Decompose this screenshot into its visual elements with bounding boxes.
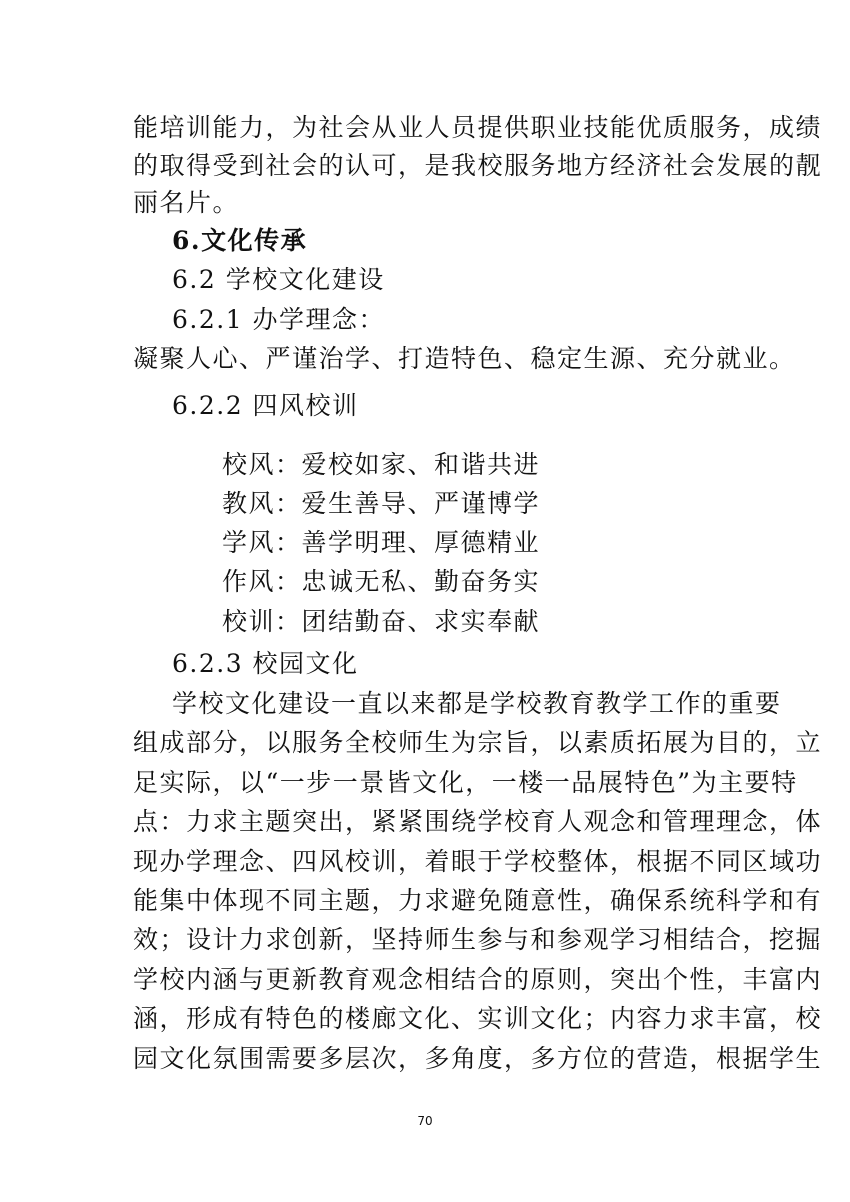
campus-line-8: 学校内涵与更新教育观念相结合的原则，突出个性，丰富内: [133, 965, 823, 994]
mottos-heading: 6.2.2 四风校训: [172, 391, 359, 420]
campus-line-5: 现办学理念、四风校训，着眼于学校整体，根据不同区域功: [133, 847, 823, 876]
section-heading: 6.文化传承: [172, 226, 308, 255]
philosophy-text: 凝聚人心、严谨治学、打造特色、稳定生源、充分就业。: [133, 344, 796, 373]
campus-culture-heading: 6.2.3 校园文化: [172, 649, 359, 678]
intro-line-2: 的取得受到社会的认可，是我校服务地方经济社会发展的靓: [133, 151, 823, 180]
campus-line-2: 组成部分，以服务全校师生为宗旨，以素质拓展为目的，立: [133, 728, 823, 757]
philosophy-heading: 6.2.1 办学理念：: [172, 305, 386, 334]
campus-line-7: 效；设计力求创新，坚持师生参与和参观学习相结合，挖掘: [133, 925, 823, 954]
campus-line-4: 点：力求主题突出，紧紧围绕学校育人观念和管理理念，体: [133, 807, 823, 836]
campus-line-10: 园文化氛围需要多层次，多角度，多方位的营造，根据学生: [133, 1044, 823, 1073]
campus-line-6: 能集中体现不同主题，力求避免随意性，确保系统科学和有: [133, 886, 823, 915]
motto-study-style: 学风：善学明理、厚德精业: [222, 528, 541, 557]
motto-school-motto: 校训：团结勤奋、求实奉献: [222, 607, 541, 636]
motto-teaching-style: 教风：爱生善导、严谨博学: [222, 489, 541, 518]
subsection-heading: 6.2 学校文化建设: [172, 265, 385, 294]
motto-school-spirit: 校风：爱校如家、和谐共进: [222, 450, 541, 479]
campus-line-9: 涵，形成有特色的楼廊文化、实训文化；内容力求丰富，校: [133, 1004, 823, 1033]
motto-work-style: 作风：忠诚无私、勤奋务实: [222, 567, 541, 596]
intro-line-1: 能培训能力，为社会从业人员提供职业技能优质服务，成绩: [133, 113, 823, 142]
campus-line-1: 学校文化建设一直以来都是学校教育教学工作的重要: [172, 689, 782, 718]
campus-line-3: 足实际，以“一步一景皆文化，一楼一品展特色”为主要特: [133, 768, 798, 797]
intro-line-3: 丽名片。: [133, 188, 240, 217]
page-number: 70: [417, 1114, 433, 1128]
